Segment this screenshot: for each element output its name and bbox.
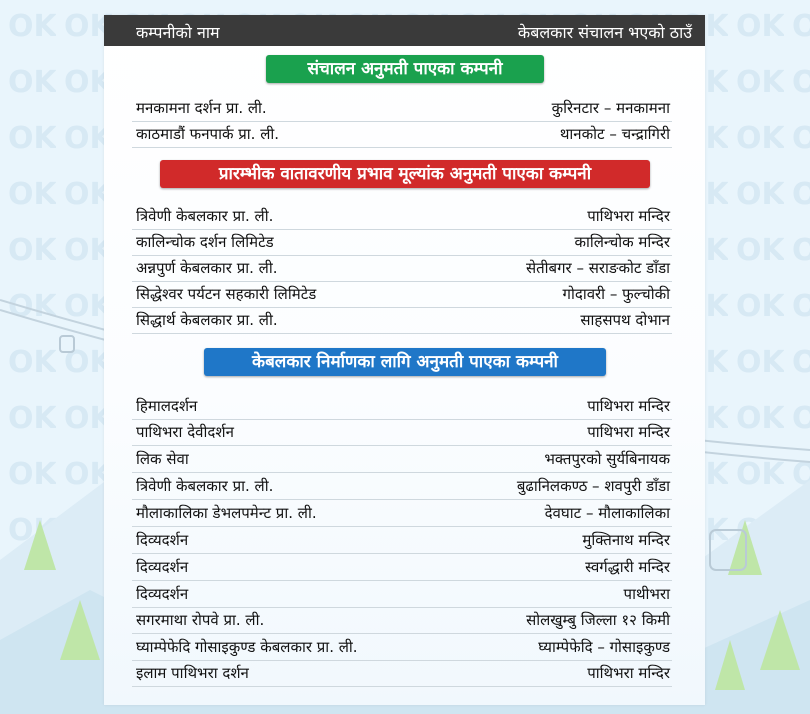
company-name: काठमाडौं फनपार्क प्रा. ली. [136, 125, 280, 143]
cablecar-location: पाथिभरा मन्दिर [587, 207, 670, 225]
table-row [132, 393, 672, 420]
company-name: त्रिवेणी केबलकार प्रा. ली. [136, 207, 274, 225]
cablecar-location: थानकोट – चन्द्रागिरी [559, 125, 670, 143]
cablecar-location: स्वर्गद्धारी मन्दिर [585, 558, 670, 576]
section-title-construction-approved: केबलकार निर्माणका लागि अनुमती पाएका कम्पनी [204, 348, 606, 376]
company-name: दिव्यदर्शन [136, 585, 189, 603]
company-name: लिक सेवा [136, 450, 189, 468]
cablecar-location: पाथिभरा मन्दिर [587, 423, 670, 441]
cablecar-location: सोलखुम्बु जिल्ला १२ किमी [526, 611, 670, 629]
cablecar-location: कुरिनटार – मनकामना [551, 99, 670, 117]
table-row [132, 660, 672, 687]
table-row [132, 307, 672, 334]
section-title-operating: संचालन अनुमती पाएका कम्पनी [266, 55, 544, 83]
table-row [132, 255, 672, 282]
company-name: कालिन्चोक दर्शन लिमिटेड [136, 233, 274, 251]
cablecar-location: पाथिभरा मन्दिर [587, 664, 670, 682]
company-name: त्रिवेणी केबलकार प्रा. ली. [136, 477, 274, 495]
cablecar-location: घ्याम्पेफेदि – गोसाइकुण्ड [538, 638, 670, 656]
company-column-header: कम्पनीको नाम [136, 23, 220, 42]
cablecar-location: गोदावरी – फुल्चोकी [562, 285, 670, 303]
cablecar-location: मुक्तिनाथ मन्दिर [582, 531, 670, 549]
cablecar-location: भक्तपुरको सुर्यबिनायक [544, 450, 670, 468]
company-name: अन्नपुर्ण केबलकार प्रा. ली. [136, 259, 278, 277]
table-row [132, 95, 672, 122]
table-row [132, 121, 672, 148]
cablecar-location: सेतीबगर – सराङकोट डाँडा [525, 259, 670, 277]
company-name: दिव्यदर्शन [136, 531, 189, 549]
table-row [132, 419, 672, 446]
section-title-iee-approved: प्रारम्भीक वातावरणीय प्रभाव मूल्यांक अनुमती पाएका कम्पनी [160, 160, 650, 188]
location-column-header: केबलकार संचालन भएको ठाउँ [517, 23, 692, 42]
company-name: पाथिभरा देवीदर्शन [136, 423, 234, 441]
table-row [132, 500, 672, 527]
cablecar-location: साहसपथ दोभान [580, 311, 670, 329]
table-row [132, 203, 672, 230]
table-row [132, 554, 672, 581]
company-name: घ्याम्पेफेदि गोसाइकुण्ड केबलकार प्रा. ली. [136, 638, 358, 656]
cablecar-location: पाथिभरा मन्दिर [587, 397, 670, 415]
cablecar-location: बुढानिलकण्ठ – शवपुरी डाँडा [516, 477, 670, 495]
company-name: दिव्यदर्शन [136, 558, 189, 576]
table-row [132, 446, 672, 473]
cablecar-table-panel [104, 15, 705, 705]
table-row [132, 634, 672, 661]
company-name: सगरमाथा रोपवे प्रा. ली. [136, 611, 265, 629]
cablecar-location: कालिन्चोक मन्दिर [574, 233, 670, 251]
table-row [132, 607, 672, 634]
table-row [132, 527, 672, 554]
table-row [132, 581, 672, 608]
cablecar-location: पाथीभरा [623, 585, 670, 603]
table-row [132, 229, 672, 256]
company-name: सिद्धेश्वर पर्यटन सहकारी लिमिटेड [136, 285, 317, 303]
company-name: मौलाकालिका डेभलपमेन्ट प्रा. ली. [136, 504, 317, 522]
table-header [104, 15, 705, 46]
company-name: इलाम पाथिभरा दर्शन [136, 664, 249, 682]
company-name: मनकामना दर्शन प्रा. ली. [136, 99, 267, 117]
cablecar-location: देवघाट – मौलाकालिका [544, 504, 670, 522]
table-row [132, 473, 672, 500]
company-name: सिद्धार्थ केबलकार प्रा. ली. [136, 311, 278, 329]
table-row [132, 281, 672, 308]
company-name: हिमालदर्शन [136, 397, 198, 415]
